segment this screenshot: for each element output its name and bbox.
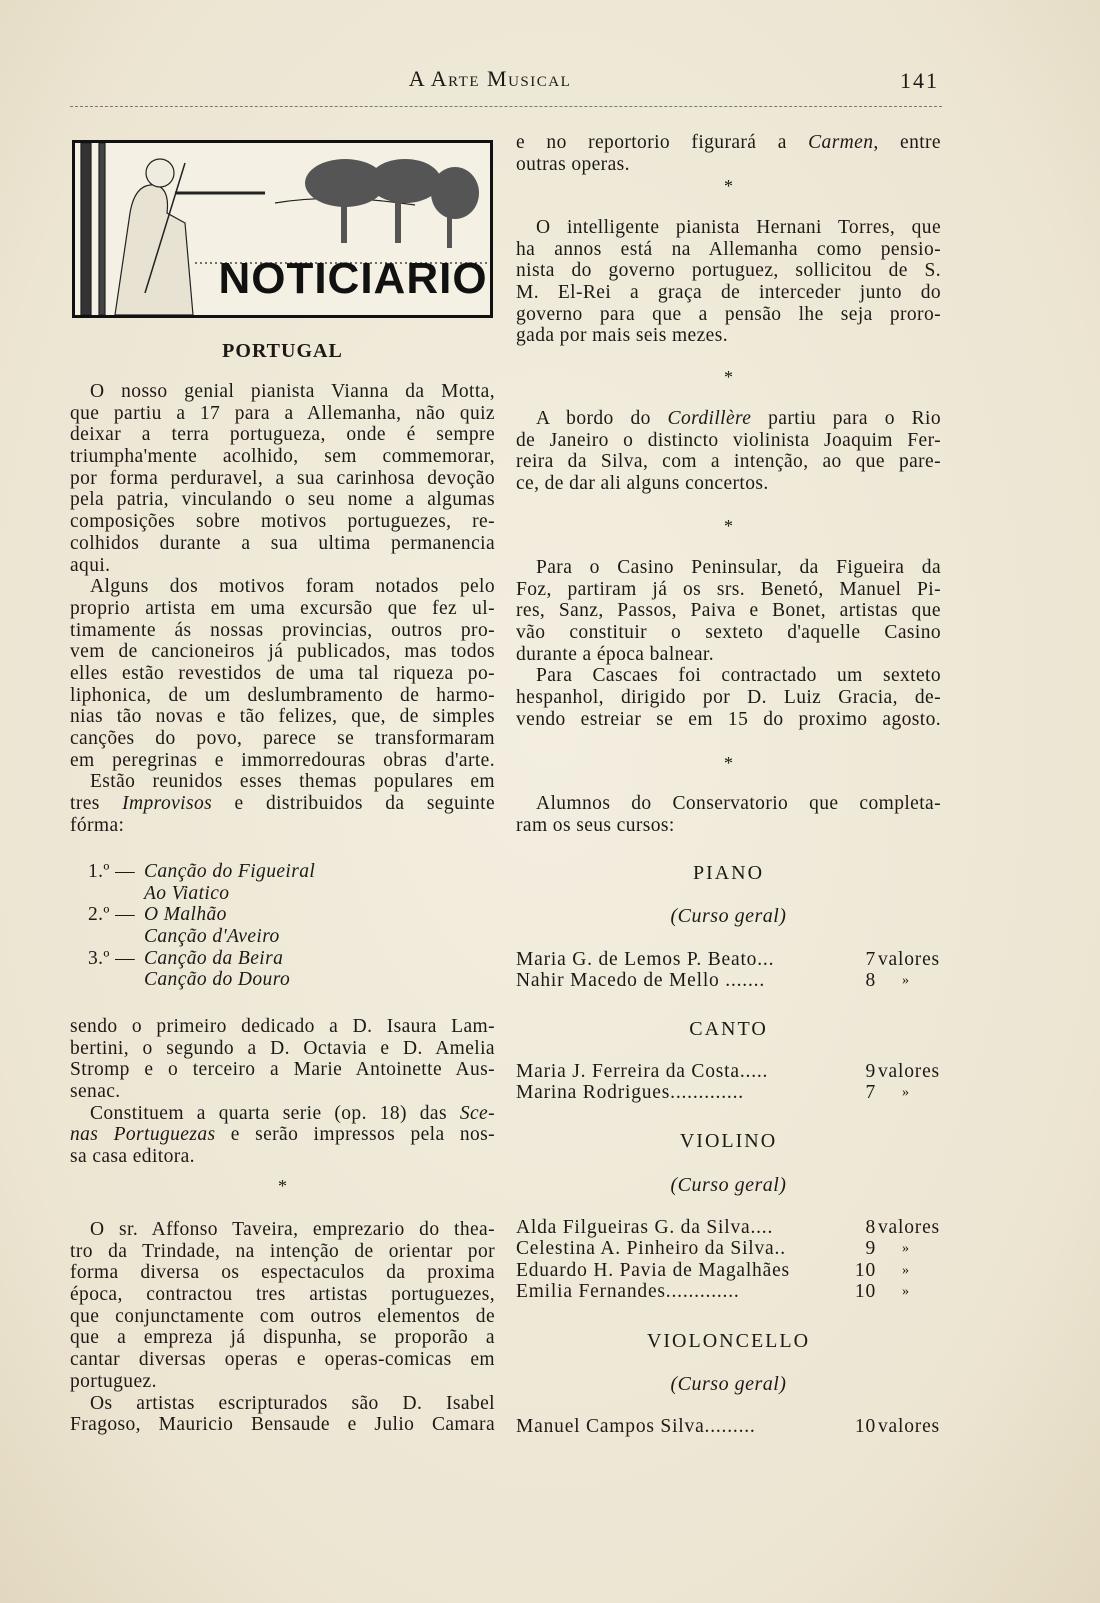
text-line: em peregrinas e immorredouras obras d'arte. (70, 749, 495, 771)
article-joaquim-ferreira (516, 408, 941, 495)
text-line: que conjunctamente com outros elementos de (70, 1305, 495, 1327)
result-row (516, 1217, 946, 1239)
text-line: bertini, o segundo a D. Octavia e D. Amelia (70, 1037, 495, 1059)
text-line: Para Cascaes foi contractado um sexteto (536, 665, 941, 687)
text-line: sa casa editora. (70, 1146, 195, 1168)
article-hernani-torres (516, 217, 941, 347)
text-line: vão constituir o sexteto d'aquelle Casino (516, 622, 941, 644)
list-item (88, 926, 488, 948)
grade: 10 (854, 1281, 876, 1302)
text-line: governo para que a pensão lhe seja proro- (516, 303, 941, 325)
text-line: res, Sanz, Passos, Paiva e Bonet, artistas que (516, 600, 941, 622)
list-item (88, 948, 488, 970)
result-row (516, 1281, 946, 1303)
text-line: ce, de dar ali alguns concertos. (516, 473, 769, 495)
text-line: liphonica, de um deslumbramento de harmo- (70, 684, 495, 706)
text-line: elles estão revestidos de uma tal riqueza po- (70, 662, 495, 684)
text-run: partiu para o Rio (751, 408, 941, 429)
text-line: M. El-Rei a graça de interceder junto do (516, 282, 941, 304)
text-line: O sr. Affonso Taveira, emprezario do thea- (90, 1219, 495, 1240)
italic-title: Carmen (808, 132, 874, 153)
text-line: Alumnos do Conservatorio que completa- (536, 793, 941, 814)
student-name: Maria G. de Lemos P. Beato... (516, 949, 775, 970)
text-line (516, 408, 941, 430)
illustration-title: NOTICIARIO (218, 254, 488, 303)
article-affonso-taveira (70, 1219, 495, 1436)
text-line: ha annos está na Allemanha como pensio- (516, 238, 941, 260)
course-subheading: (Curso geral) (670, 1373, 787, 1395)
grade: 7 (865, 949, 876, 970)
text-line (516, 132, 941, 154)
result-row (516, 1416, 946, 1438)
grade-unit: valores (878, 1061, 940, 1082)
text-line: nista do governo portuguez, sollicitou de S. (516, 260, 941, 282)
list-title: Canção da Beira (144, 947, 284, 969)
course-heading: PIANO (692, 862, 765, 884)
result-row (516, 949, 946, 971)
course-heading: VIOLINO (679, 1130, 778, 1152)
text-run: e serão impressos pela nos- (215, 1124, 495, 1146)
list-item (88, 969, 488, 991)
course-heading: VIOLONCELLO (646, 1330, 811, 1352)
list-number: 3.º — (88, 947, 136, 969)
text-line: proprio artista em uma excursão que fez ul- (70, 597, 495, 619)
section-separator-star: * (278, 1176, 287, 1196)
text-line: Stromp e o terceiro a Marie Antoinette Aus- (70, 1059, 495, 1081)
grade-unit: » (902, 1263, 910, 1278)
text-line (70, 1124, 495, 1146)
text-line: época, contractou tres artistas portuguezes, (70, 1284, 495, 1306)
course-subheading: (Curso geral) (670, 905, 787, 927)
grade: 8 (865, 970, 876, 991)
text-line: por forma perduravel, a sua carinhosa devoção (70, 467, 495, 489)
section-separator-star: * (724, 516, 733, 536)
text-line: tro da Trindade, na intenção de orientar por (70, 1240, 495, 1262)
course-subheading: (Curso geral) (670, 1174, 787, 1196)
text-line: fórma: (70, 814, 125, 836)
text-run: e distribuidos da seguinte (212, 793, 496, 815)
italic-title: Improvisos (122, 793, 213, 815)
text-run: tres (70, 793, 123, 815)
text-line: portuguez. (70, 1370, 157, 1392)
page-number: 141 (900, 68, 939, 93)
text-line: hespanhol, dirigido por D. Luiz Gracia, de- (516, 687, 941, 709)
text-line: colhidos durante a sua ultima permanencia (70, 532, 495, 554)
student-name: Maria J. Ferreira da Costa..... (516, 1061, 769, 1082)
text-run: , entre (873, 132, 941, 153)
result-row (516, 1260, 946, 1282)
student-name: Celestina A. Pinheiro da Silva.. (516, 1238, 786, 1259)
grade-unit: » (902, 1085, 910, 1100)
text-line: Alguns dos motivos foram notados pelo (90, 576, 495, 598)
text-line: nias tão novas e tão felizes, que, de simples (70, 706, 495, 728)
text-line: que partiu a 17 para a Allemanha, não quiz (70, 402, 495, 424)
grade: 9 (865, 1238, 876, 1259)
grade: 9 (865, 1061, 876, 1082)
grade-unit: valores (878, 949, 940, 970)
text-line: pela patria, vinculando o seu nome a algumas (70, 489, 495, 511)
list-number: 2.º — (88, 904, 136, 926)
result-row (516, 970, 946, 992)
header-rule (70, 106, 942, 107)
grade-unit: » (902, 1241, 910, 1256)
student-name: Alda Filgueiras G. da Silva.... (516, 1217, 774, 1238)
list-title: Canção do Douro (144, 969, 291, 991)
grade-unit: » (902, 973, 910, 988)
student-name: Manuel Campos Silva......... (516, 1416, 756, 1437)
grade: 10 (854, 1260, 876, 1281)
text-line: gada por mais seis mezes. (516, 325, 728, 347)
text-run: A bordo do (536, 408, 668, 429)
text-line: canções do povo, parece se transformaram (70, 728, 495, 749)
text-line: Para o Casino Peninsular, da Figueira da (536, 557, 941, 578)
italic-title: Sce- (459, 1102, 495, 1124)
text-line: Os artistas escripturados são D. Isabel (90, 1392, 495, 1414)
improvisos-list (88, 861, 488, 991)
text-line: de Janeiro o distincto violinista Joaquim Fer- (516, 429, 941, 451)
text-line: vem de cancioneiros já publicados, mas todos (70, 641, 495, 663)
result-row (516, 1238, 946, 1260)
student-name: Eduardo H. Pavia de Magalhães (516, 1260, 790, 1281)
text-line: reira da Silva, com a intenção, ao que pare- (516, 451, 941, 473)
list-item (88, 861, 488, 883)
result-row (516, 1061, 946, 1083)
result-row (516, 1082, 946, 1104)
text-line: deixar a terra portugueza, onde é sempre (70, 424, 495, 446)
text-line: outras operas. (516, 153, 630, 175)
text-line: vendo estreiar se em 15 do proximo agosto. (516, 708, 941, 730)
student-name: Nahir Macedo de Mello ....... (516, 970, 766, 991)
list-item (88, 904, 488, 926)
text-run: e no reportorio figurará a (516, 132, 809, 153)
list-title: Canção do Figueiral (144, 861, 316, 882)
student-name: Emilia Fernandes............. (516, 1281, 740, 1302)
running-header-title: A Arte Musical (408, 66, 572, 91)
text-line: triumpha'mente acolhido, sem commemorar, (70, 446, 495, 468)
text-line: forma diversa os espectaculos da proxima (70, 1262, 495, 1284)
section-separator-star: * (724, 753, 733, 773)
list-number: 1.º — (88, 861, 136, 882)
text-line: durante a época balnear. (516, 643, 714, 665)
section-separator-star: * (724, 176, 733, 196)
text-line (70, 793, 495, 815)
text-line (70, 1103, 495, 1125)
list-item (88, 883, 488, 905)
article-dedications (70, 1016, 495, 1168)
article-casino-peninsular (516, 557, 941, 731)
list-title: O Malhão (144, 904, 227, 926)
list-title: Canção d'Aveiro (144, 926, 280, 948)
list-title: Ao Viatico (144, 882, 230, 904)
text-line: que a empreza já dispunha, se proporão a (70, 1327, 495, 1349)
noticiario-illustration (72, 140, 493, 318)
text-line: ram os seus cursos: (516, 814, 675, 836)
text-line: sendo o primeiro dedicado a D. Isaura Lam- (70, 1016, 495, 1037)
grade: 10 (854, 1416, 876, 1437)
section-separator-star: * (724, 367, 733, 387)
text-line: Fragoso, Mauricio Bensaude e Julio Camara (70, 1414, 495, 1436)
student-name: Marina Rodrigues............. (516, 1082, 744, 1103)
article-conservatorio (516, 793, 941, 836)
text-line: Foz, partiram já os srs. Benetó, Manuel Pi- (516, 578, 941, 600)
text-line: timamente ás nossas provincias, outros pro- (70, 619, 495, 641)
italic-title: Cordillère (667, 408, 752, 429)
section-title: PORTUGAL (222, 340, 343, 362)
course-heading: CANTO (689, 1018, 768, 1040)
article-vianna-da-motta (70, 381, 495, 836)
italic-title: nas Portuguezas (70, 1124, 216, 1146)
grade-unit: valores (878, 1217, 940, 1238)
grade-unit: » (902, 1284, 910, 1299)
grade: 8 (865, 1217, 876, 1238)
article-carmen-continuation (516, 132, 941, 175)
text-line: O intelligente pianista Hernani Torres, que (536, 217, 941, 238)
grade: 7 (865, 1082, 876, 1103)
text-line: composições sobre motivos portuguezes, re- (70, 511, 495, 533)
text-line: Estão reunidos esses themas populares em (90, 771, 495, 793)
grade-unit: valores (878, 1416, 940, 1437)
text-line: senac. (70, 1081, 121, 1103)
text-line: cantar diversas operas e operas-comicas em (70, 1349, 495, 1371)
text-run: Constituem a quarta serie (op. 18) das (90, 1102, 460, 1124)
text-line: aqui. (70, 554, 111, 576)
text-line: O nosso genial pianista Vianna da Motta, (90, 381, 495, 402)
